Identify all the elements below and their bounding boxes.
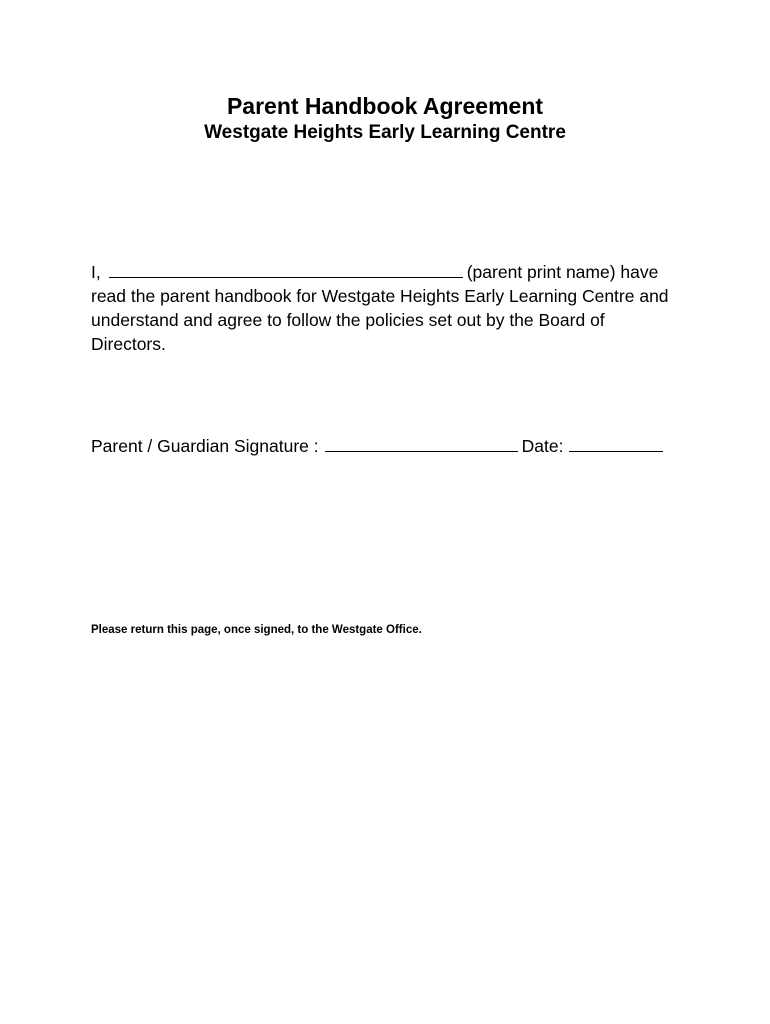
signature-row	[91, 434, 663, 458]
agreement-line-4: Directors.	[91, 334, 166, 354]
date-field[interactable]	[569, 450, 663, 452]
agreement-line-3: understand and agree to follow the policies set out by the Board of	[91, 310, 605, 330]
agreement-line-1	[91, 260, 691, 284]
return-instruction: Please return this page, once signed, to the Westgate Office.	[91, 624, 422, 636]
date-label: Date:	[521, 436, 564, 456]
agreement-prefix: I,	[91, 262, 101, 282]
agreement-paragraph	[91, 260, 691, 356]
agreement-name-suffix: (parent print name) have	[466, 262, 659, 282]
signature-field[interactable]	[325, 450, 518, 452]
document-title: Parent Handbook Agreement	[226, 93, 544, 119]
agreement-line-2: read the parent handbook for Westgate Heights Early Learning Centre and	[91, 286, 669, 306]
signature-label: Parent / Guardian Signature :	[91, 436, 319, 456]
document-subtitle: Westgate Heights Early Learning Centre	[204, 122, 566, 143]
parent-name-field[interactable]	[109, 276, 463, 278]
